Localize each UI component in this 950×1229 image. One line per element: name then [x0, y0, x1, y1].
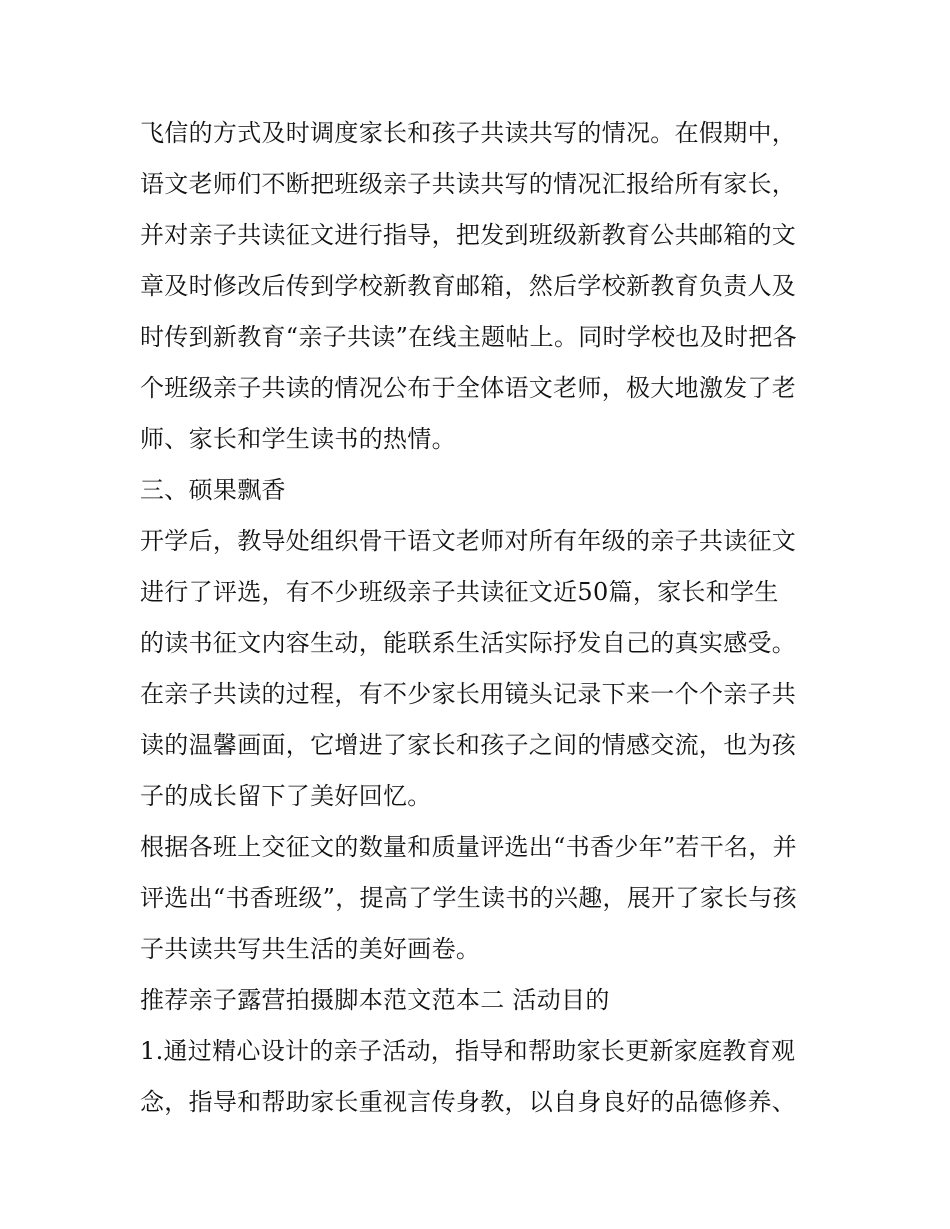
text-line: 读的温馨画面，它增进了家长和孩子之间的情感交流，也为孩: [140, 731, 797, 759]
text-line: 并对亲子共读征文进行指导，把发到班级新教育公共邮箱的文: [140, 221, 797, 249]
text-line: 子共读共写共生活的美好画卷。: [140, 935, 481, 963]
section-heading: 推荐亲子露营拍摄脚本范文范本二 活动目的: [140, 986, 610, 1014]
text-line: 1.通过精心设计的亲子活动，指导和帮助家长更新家庭教育观: [140, 1037, 796, 1065]
text-line: 飞信的方式及时调度家长和孩子共读共写的情况。在假期中，: [140, 119, 797, 147]
text-line: 进行了评选，有不少班级亲子共读征文近50篇，家长和学生: [140, 578, 779, 606]
document-body: [140, 108, 830, 1128]
text-line: 评选出“书香班级”，提高了学生读书的兴趣，展开了家长与孩: [140, 884, 797, 912]
text-line: 个班级亲子共读的情况公布于全体语文老师，极大地激发了老: [140, 374, 797, 402]
text-line: 在亲子共读的过程，有不少家长用镜头记录下来一个个亲子共: [140, 680, 797, 708]
text-line: 子的成长留下了美好回忆。: [140, 782, 432, 810]
text-line: 念，指导和帮助家长重视言传身教，以自身良好的品德修养、: [140, 1088, 797, 1116]
text-line: 时传到新教育“亲子共读”在线主题帖上。同时学校也及时把各: [140, 323, 797, 351]
text-line: 师、家长和学生读书的热情。: [140, 425, 456, 453]
text-line: 开学后，教导处组织骨干语文老师对所有年级的亲子共读征文: [140, 527, 797, 555]
text-line: 根据各班上交征文的数量和质量评选出“书香少年”若干名，并: [140, 833, 797, 861]
text-line: 的读书征文内容生动，能联系生活实际抒发自己的真实感受。: [140, 629, 797, 657]
text-line: 语文老师们不断把班级亲子共读共写的情况汇报给所有家长，: [140, 170, 797, 198]
section-heading: 三、硕果飘香: [140, 476, 286, 504]
text-line: 章及时修改后传到学校新教育邮箱，然后学校新教育负责人及: [140, 272, 797, 300]
